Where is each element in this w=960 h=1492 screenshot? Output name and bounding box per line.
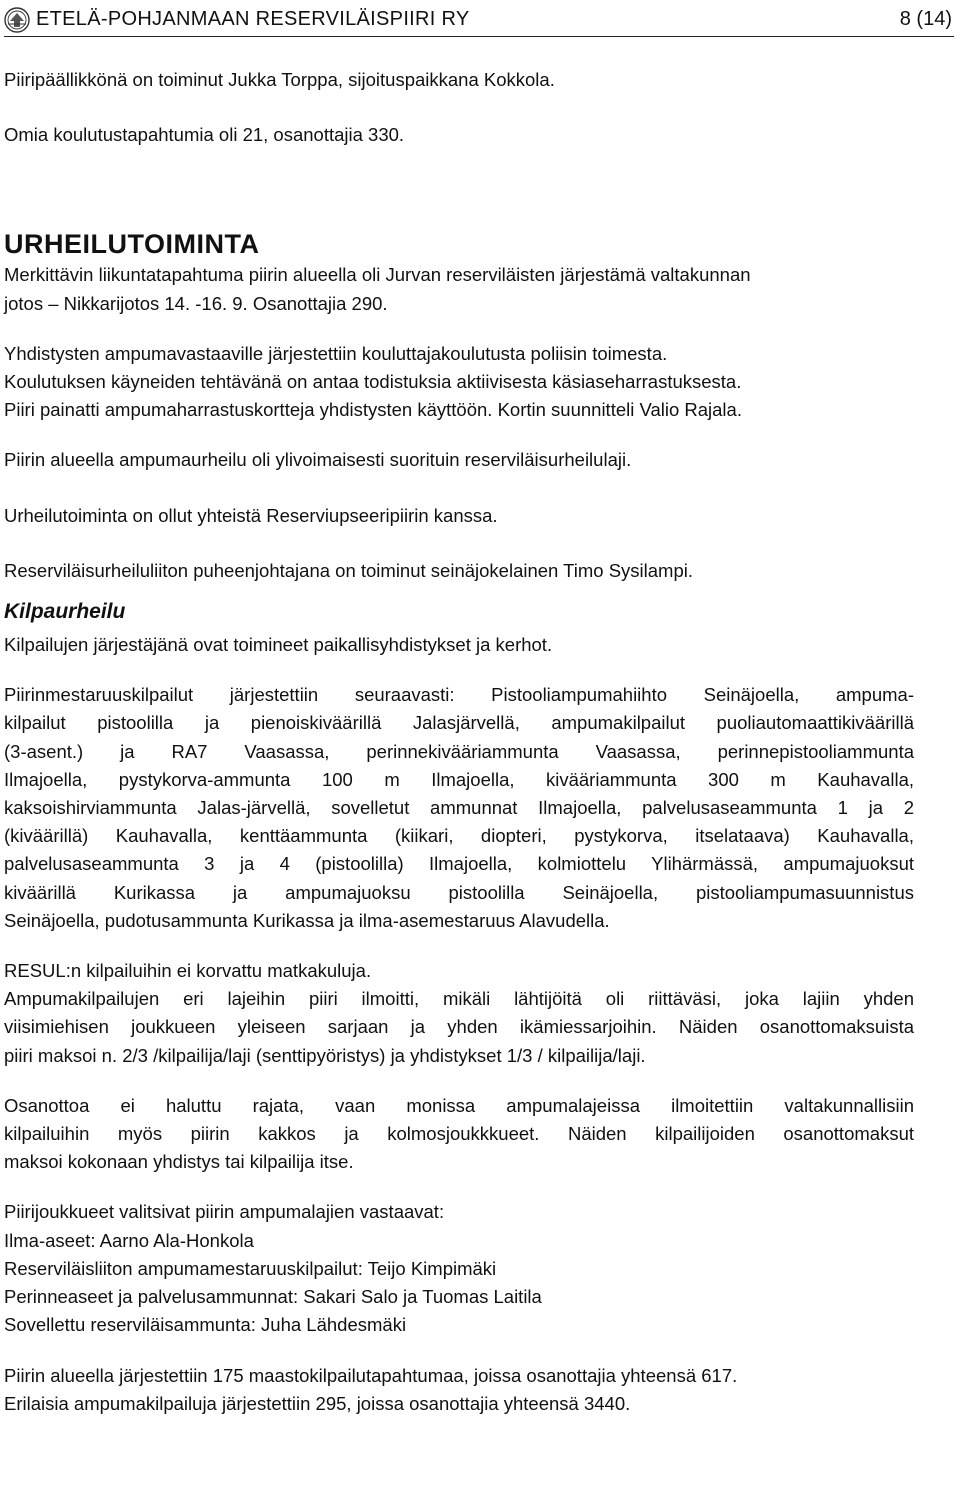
paragraph-instructors-line-2: Koulutuksen käyneiden tehtävänä on antaa todistuksia aktiivisesta käsiaseharrastuksesta. [4, 371, 742, 393]
paragraph-championships-line-9: Seinäjoella, pudotusammunta Kurikassa ja ilma-asemestaruus Alavudella. [4, 909, 610, 931]
page-header [4, 4, 954, 37]
paragraph-training-events: Omia koulutustapahtumia oli 21, osanottajia 330. [4, 124, 405, 146]
paragraph-fees-line-2: Ampumakilpailujen eri lajeihin piiri ilmoitti, mikäli lähtijöitä oli riittäväsi, joka lajiin yhden [4, 988, 914, 1010]
paragraph-jotos-line-1: Merkittävin liikuntatapahtuma piirin alueella oli Jurvan reserviläisten järjestämä valtakunnan [4, 264, 751, 286]
paragraph-championships-line-3: (3-asent.) ja RA7 Vaasassa, perinnekivääriammunta Vaasassa, perinnepistooliammunta [4, 740, 914, 762]
paragraph-responsibles-line-3: Reserviläisliiton ampumamestaruuskilpailut: Teijo Kimpimäki [4, 1257, 497, 1279]
section-heading-kilpaurheilu: Kilpaurheilu [4, 600, 126, 624]
paragraph-championships-line-5: kaksoishirviammunta Jalas-järvellä, sovelletut ammunnat Ilmajoella, palvelusaseammunta 1 ja 2 [4, 797, 914, 819]
paragraph-cooperation: Urheilutoiminta on ollut yhteistä Reserviupseeripiirin kanssa. [4, 504, 498, 526]
paragraph-participation-line-1: Osanottoa ei haluttu rajata, vaan monissa ampumalajeissa ilmoitettiin valtakunnallisiin [4, 1094, 914, 1116]
paragraph-responsibles-line-4: Perinneaseet ja palvelusammunnat: Sakari Salo ja Tuomas Laitila [4, 1286, 542, 1308]
paragraph-district-chief: Piiripäällikkönä on toiminut Jukka Torppa, sijoituspaikkana Kokkola. [4, 69, 555, 90]
paragraph-shooting-sport: Piirin alueella ampumaurheilu oli ylivoimaisesti suorituin reserviläisurheilulaji. [4, 449, 632, 471]
paragraph-jotos-line-2: jotos – Nikkarijotos 14. -16. 9. Osanottajia 290. [4, 292, 388, 314]
paragraph-championships-line-2: kilpailut pistoolilla ja pienoiskiväärillä Jalasjärvellä, ampumakilpailut puoliautomaattikiväärillä [4, 712, 914, 734]
paragraph-fees-line-1: RESUL:n kilpailuihin ei korvattu matkakuluja. [4, 960, 372, 982]
paragraph-championships-line-1: Piirinmestaruuskilpailut järjestettiin seuraavasti: Pistooliampumahiihto Seinäjoella, ampuma- [4, 684, 914, 706]
page-number: 8 (14) [899, 8, 952, 30]
paragraph-responsibles-line-1: Piirijoukkueet valitsivat piirin ampumalajien vastaavat: [4, 1201, 445, 1223]
organization-name: ETELÄ-POHJANMAAN RESERVILÄISPIIRI RY [36, 8, 470, 30]
paragraph-instructors-line-1: Yhdistysten ampumavastaaville järjestettiin kouluttajakoulutusta poliisin toimesta. [4, 342, 668, 364]
paragraph-championships-line-6: (kiväärillä) Kauhavalla, kenttäammunta (kiikari, diopteri, pystykorva, itselataava) Kauhavalla, [4, 825, 914, 847]
paragraph-championships-line-8: kiväärillä Kurikassa ja ampumajuoksu pistoolilla Seinäjoella, pistooliampumasuunnistus [4, 881, 914, 903]
document-body [4, 66, 914, 1418]
paragraph-statistics-line-2: Erilaisia ampumakilpailuja järjestettiin 295, joissa osanottajia yhteensä 3440. [4, 1392, 631, 1414]
paragraph-responsibles-line-2: Ilma-aseet: Aarno Ala-Honkola [4, 1229, 254, 1251]
paragraph-chairman: Reserviläisurheiluliiton puheenjohtajana on toiminut seinäjokelainen Timo Sysilampi. [4, 559, 693, 581]
paragraph-participation-line-2: kilpailuihin myös piirin kakkos ja kolmosjoukkkueet. Näiden kilpailijoiden osanottomaksut [4, 1123, 914, 1145]
paragraph-championships-line-4: Ilmajoella, pystykorva-ammunta 100 m Ilmajoella, kivääriammunta 300 m Kauhavalla, [4, 768, 914, 790]
reservist-emblem-icon [4, 7, 30, 33]
paragraph-responsibles-line-5: Sovellettu reserviläisammunta: Juha Lähdesmäki [4, 1314, 407, 1336]
section-heading-urheilutoiminta: URHEILUTOIMINTA [4, 229, 260, 260]
paragraph-instructors-line-3: Piiri painatti ampumaharrastuskortteja yhdistysten käyttöön. Kortin suunnitteli Valio Rajala. [4, 399, 742, 421]
paragraph-participation-line-3: maksoi kokonaan yhdistys tai kilpailija itse. [4, 1151, 354, 1173]
paragraph-fees-line-4: piiri maksoi n. 2/3 /kilpailija/laji (senttipyöristys) ja yhdistykset 1/3 / kilpailija/laji. [4, 1044, 646, 1066]
paragraph-fees-line-3: viisimiehisen joukkueen yleiseen sarjaan ja yhden ikämiessarjoihin. Näiden osanottomaksuista [4, 1016, 914, 1038]
paragraph-organizers: Kilpailujen järjestäjänä ovat toimineet paikallisyhdistykset ja kerhot. [4, 634, 553, 656]
paragraph-statistics-line-1: Piirin alueella järjestettiin 175 maastokilpailutapahtumaa, joissa osanottajia yhteensä 617. [4, 1364, 738, 1386]
paragraph-championships-line-7: palvelusaseammunta 3 ja 4 (pistoolilla) Ilmajoella, kolmiottelu Ylihärmässä, ampumajuoksut [4, 853, 914, 875]
